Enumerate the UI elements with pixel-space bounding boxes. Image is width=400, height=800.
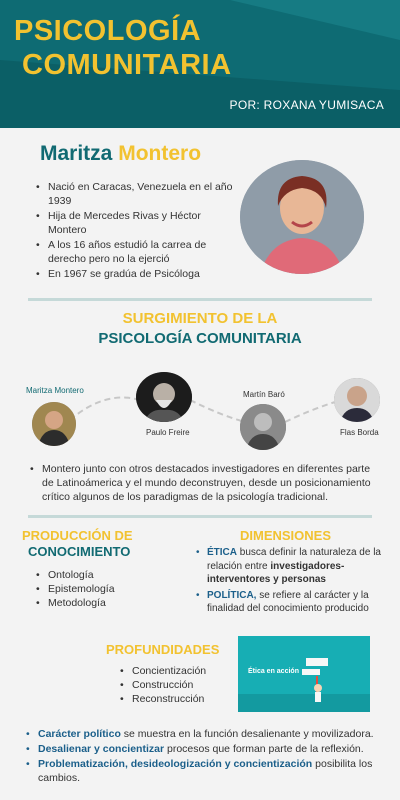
bio-item: • A los 16 años estudió la carrea de derecho pero no la ejerció bbox=[36, 238, 241, 266]
surgimiento-title-line-2: PSICOLOGÍA COMUNITARIA bbox=[98, 330, 302, 347]
dimension-politica: • POLÍTICA, se refiere al carácter y la finalidad del conocimiento producido bbox=[196, 589, 381, 616]
page-title bbox=[14, 14, 232, 82]
person-label-borda: Flas Borda bbox=[340, 428, 379, 437]
list-item: • Epistemología bbox=[36, 582, 115, 596]
slide-title: Ética en acción bbox=[248, 668, 299, 675]
photo-freire bbox=[136, 372, 192, 422]
bio-item: • Hija de Mercedes Rivas y Héctor Montero bbox=[36, 209, 241, 237]
produccion-title-line-2: CONOCIMIENTO bbox=[28, 544, 131, 559]
surgimiento-title-line-1: SURGIMIENTO DE LA bbox=[122, 310, 278, 327]
person-label-freire: Paulo Freire bbox=[146, 428, 190, 437]
header-banner bbox=[0, 0, 400, 128]
bio-list bbox=[36, 180, 241, 282]
profundidades-list bbox=[120, 664, 206, 706]
etica-slide-image bbox=[238, 636, 370, 712]
title-line-2: COMUNITARIA bbox=[22, 49, 232, 81]
final-item: • Desalienar y concientizar procesos que forman parte de la reflexión. bbox=[26, 742, 382, 756]
dimensiones-list bbox=[196, 546, 381, 618]
profundidades-title: PROFUNDIDADES bbox=[106, 642, 220, 657]
final-item: • Problematización, desideologización y concientización posibilita los cambios. bbox=[26, 757, 382, 785]
portrait-photo bbox=[240, 160, 364, 274]
person-label-baro: Martín Baró bbox=[243, 390, 285, 399]
first-name: Maritza bbox=[40, 142, 113, 165]
dimensiones-title: DIMENSIONES bbox=[240, 528, 332, 543]
bio-item: • En 1967 se gradúa de Psicóloga bbox=[36, 267, 241, 281]
list-item: • Ontología bbox=[36, 568, 115, 582]
produccion-title-line-1: PRODUCCIÓN DE bbox=[22, 528, 133, 543]
list-item: • Metodología bbox=[36, 596, 115, 610]
photo-borda bbox=[334, 378, 380, 422]
section-divider bbox=[28, 515, 372, 518]
photo-baro bbox=[240, 404, 286, 450]
surgimiento-paragraph: • Montero junto con otros destacados investigadores en diferentes parte de Latinoámerica y el mundo deconstruyen, desde un posicionamiento crítico algunos de los paradigmas de la psicología tradicional. bbox=[30, 462, 375, 504]
title-line-1: PSICOLOGÍA bbox=[14, 15, 202, 47]
profile-name bbox=[40, 142, 201, 166]
last-name: Montero bbox=[118, 142, 202, 165]
list-item: • Construcción bbox=[120, 678, 206, 692]
final-list bbox=[26, 727, 382, 786]
bio-item: • Nació en Caracas, Venezuela en el año 1939 bbox=[36, 180, 241, 208]
dimension-etica: • ÉTICA busca definir la naturaleza de la relación entre investigadores-interventores y personas bbox=[196, 546, 381, 587]
person-label-montero: Maritza Montero bbox=[26, 386, 84, 395]
list-item: • Reconstrucción bbox=[120, 692, 206, 706]
final-item: • Carácter político se muestra en la función desalienante y movilizadora. bbox=[26, 727, 382, 741]
section-divider bbox=[28, 298, 372, 301]
list-item: • Concientización bbox=[120, 664, 206, 678]
author-credit: POR: ROXANA YUMISACA bbox=[229, 98, 384, 112]
photo-montero bbox=[32, 402, 76, 446]
produccion-list bbox=[36, 568, 115, 610]
